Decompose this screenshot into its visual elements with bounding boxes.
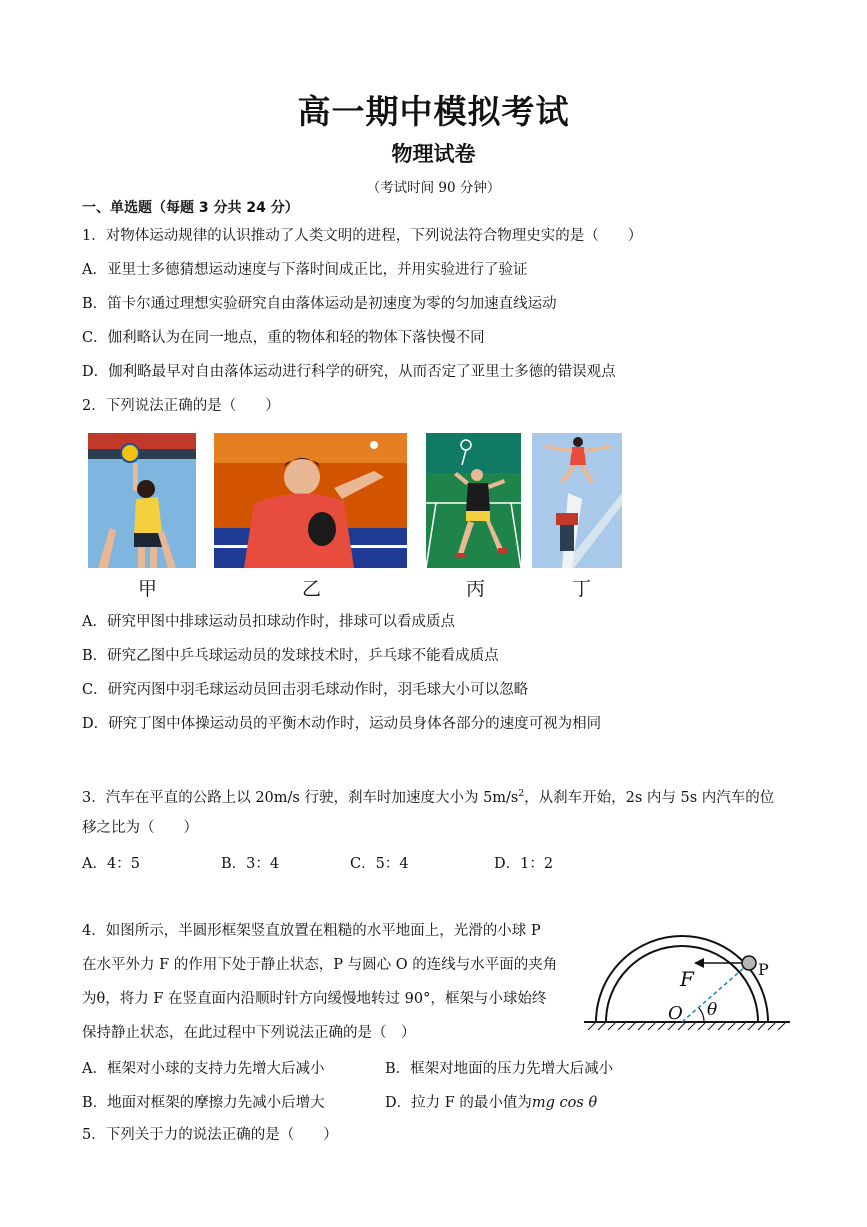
- q3-stem-sup: 2: [518, 789, 525, 799]
- q4-option-b: B．框架对地面的压力先增大后减小: [385, 1061, 614, 1077]
- q1-option-a: A．亚里士多德猜想运动速度与下落时间成正比，并用实验进行了验证: [82, 262, 528, 278]
- q4-option-d: [385, 1091, 597, 1112]
- q4-line3: 为θ，将力 F 在竖直面内沿顺时针方向缓慢地转过 90°，框架与小球始终: [82, 991, 547, 1007]
- diagram-label-p: P: [758, 960, 769, 979]
- q4-option-a: A．框架对小球的支持力先增大后减小: [82, 1061, 325, 1077]
- q1-option-c: C．伽利略认为在同一地点，重的物体和轻的物体下落快慢不同: [82, 330, 485, 346]
- page-title: 高一期中模拟考试: [297, 92, 570, 131]
- q4-diagram: [582, 900, 792, 1035]
- q4-option-c: B．地面对框架的摩擦力先减小后增大: [82, 1095, 325, 1111]
- q4-line4: 保持静止状态，在此过程中下列说法正确的是（ ）: [82, 1025, 416, 1041]
- q3-option-a: A．4：5: [82, 856, 140, 872]
- photo-table-tennis: [214, 433, 407, 568]
- q1-stem: 1．对物体运动规律的认识推动了人类文明的进程，下列说法符合物理史实的是（ ）: [82, 228, 643, 244]
- q2-stem: 2．下列说法正确的是（ ）: [82, 398, 280, 414]
- caption-bing: 丙: [466, 578, 486, 600]
- photo-volleyball: [88, 433, 196, 568]
- diagram-label-o: O: [668, 1003, 683, 1024]
- caption-ding: 丁: [572, 578, 592, 600]
- q3-option-c: C．5：4: [350, 856, 409, 872]
- q3-option-b: B．3：4: [221, 856, 280, 872]
- exam-time-note: （考试时间 90 分钟）: [366, 180, 501, 196]
- q5-stem: 5．下列关于力的说法正确的是（ ）: [82, 1127, 338, 1143]
- photo-balance-beam: [532, 433, 622, 568]
- q4-line2: 在水平外力 F 的作用下处于静止状态，P 与圆心 O 的连线与水平面的夹角: [82, 957, 558, 973]
- photo-badminton: [426, 433, 521, 568]
- q2-option-a: A．研究甲图中排球运动员扣球动作时，排球可以看成质点: [82, 614, 455, 630]
- caption-jia: 甲: [138, 578, 158, 600]
- q3-stem-line2: 移之比为（ ）: [82, 820, 198, 836]
- caption-yi: 乙: [302, 578, 322, 600]
- diagram-label-f: F: [680, 967, 694, 991]
- q4-line1: 4．如图所示，半圆形框架竖直放置在粗糙的水平地面上，光滑的小球 P: [82, 923, 541, 939]
- q3-option-d: D．1：2: [494, 856, 554, 872]
- q4-option-d-prefix: D．拉力 F 的最小值为: [385, 1095, 532, 1111]
- q2-option-c: C．研究丙图中羽毛球运动员回击羽毛球动作时，羽毛球大小可以忽略: [82, 682, 529, 698]
- q1-option-b: B．笛卡尔通过理想实验研究自由落体运动是初速度为零的匀加速直线运动: [82, 296, 557, 312]
- page-subtitle: 物理试卷: [391, 142, 476, 166]
- q1-option-d: D．伽利略最早对自由落体运动进行科学的研究，从而否定了亚里士多德的错误观点: [82, 364, 616, 380]
- diagram-label-theta: θ: [707, 1000, 718, 1020]
- q3-stem-part2: ，从刹车开始，2s 内与 5s 内汽车的位: [524, 789, 775, 806]
- q3-stem: [82, 784, 774, 808]
- q3-stem-part1: 3．汽车在平直的公路上以 20m/s 行驶，刹车时加速度大小为 5m/s: [82, 789, 519, 806]
- section-heading: 一、单选题（每题 3 分共 24 分）: [82, 200, 299, 216]
- q2-option-d: D．研究丁图中体操运动员的平衡木动作时，运动员身体各部分的速度可视为相同: [82, 716, 602, 732]
- q2-option-b: B．研究乙图中乒乓球运动员的发球技术时，乒乓球不能看成质点: [82, 648, 499, 664]
- q4-option-d-formula: mg cos θ: [531, 1095, 598, 1111]
